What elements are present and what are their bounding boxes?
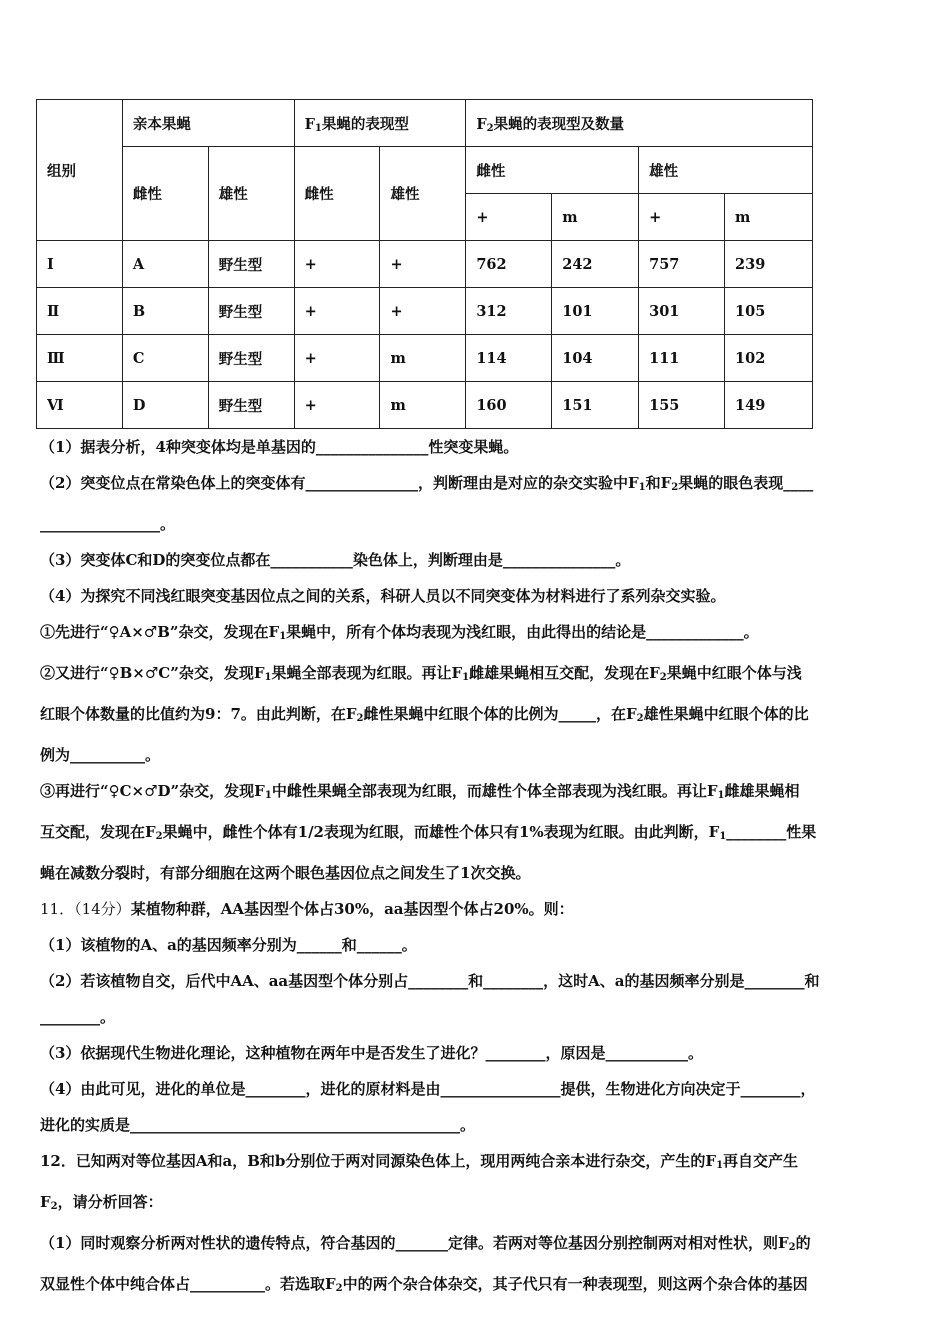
cell-f2-male-plus: 111 (639, 335, 725, 382)
cell-f2-male-m: 102 (725, 335, 813, 382)
q12-part1: （1）同时观察分析两对性状的遗传特点，符合基因的_______定律。若两对等位基因分别控制两对相对性状，则$F_2$的 (40, 1234, 811, 1253)
cell-f2-female-m: 242 (552, 241, 639, 288)
cell-group: Ⅲ (37, 335, 123, 382)
cell-f1-female: + (294, 382, 380, 429)
header-parent-male: 雄性 (208, 147, 294, 241)
table-row (37, 288, 813, 335)
q10-part4-3-cont: 互交配，发现在$F_2$果蝇中，雌性个体有1/2表现为红眼，而雄性个体只有1%表现为红眼。由此判断，$F_1\_\_\_\_\_\_\_\_$性果 (40, 823, 817, 842)
cell-f2-female-m: 101 (552, 288, 639, 335)
header-f2-female-m: m (552, 194, 639, 241)
q10-part2: （2）突变位点在常染色体上的突变体有_______________，判断理由是对应的杂交实验中$F_1$和$F_2$果蝇的眼色表现____ (40, 474, 814, 493)
cell-f2-male-m: 149 (725, 382, 813, 429)
header-f1-female: 雌性 (294, 147, 380, 241)
cell-group: Ⅵ (37, 382, 123, 429)
header-f1-male: 雄性 (380, 147, 466, 241)
q11-stem: 11．（14分）某植物种群，AA基因型个体占30%，aa基因型个体占20%。则： (40, 900, 574, 918)
q12-stem: 12．已知两对等位基因A和a，B和b分别位于两对同源染色体上，现用两纯合亲本进行杂交，产生的$F_1$再自交产生 (40, 1152, 799, 1171)
cell-male: 野生型 (208, 382, 294, 429)
q10-part4: （4）为探究不同浅红眼突变基因位点之间的关系，科研人员以不同突变体为材料进行了系列杂交实验。 (40, 587, 726, 605)
cell-f2-male-plus: 301 (639, 288, 725, 335)
q11-part4-cont: 进化的实质是____________________________________________。 (40, 1116, 476, 1134)
q11-part2: （2）若该植物自交，后代中AA、aa基因型个体分别占________和________，这时A、a的基因频率分别是________和 (40, 972, 820, 990)
q10-part2-cont: ________________。 (40, 515, 176, 533)
cell-f2-male-m: 105 (725, 288, 813, 335)
q12-stem-cont: $F_2$，请分析回答： (40, 1193, 163, 1212)
header-parent-female: 雌性 (122, 147, 208, 241)
q10-part4-2-cont: 红眼个体数量的比值约为9：7。由此判断，在$F_2$雌性果蝇中红眼个体的比例为_____，在$F_2$雄性果蝇中红眼个体的比 (40, 705, 809, 724)
table-row (37, 382, 813, 429)
header-group: 组别 (37, 100, 123, 241)
cell-f2-male-plus: 757 (639, 241, 725, 288)
cell-f1-male: m (380, 335, 466, 382)
cell-female: C (122, 335, 208, 382)
q10-part4-1: ①先进行“♀A×♂B”杂交，发现在$F_1$果蝇中，所有个体均表现为浅红眼，由此得出的结论是_____________。 (40, 623, 759, 642)
cell-f1-male: + (380, 288, 466, 335)
q11-part3: （3）依据现代生物进化理论，这种植物在两年中是否发生了进化？________，原因是___________。 (40, 1044, 703, 1062)
header-f2: $F_2$果蝇的表现型及数量 (466, 100, 813, 147)
header-f2-female: 雌性 (466, 147, 639, 194)
q10-part1: （1）据表分析，4种突变体均是单基因的_______________性突变果蝇。 (40, 438, 519, 456)
table-row (37, 335, 813, 382)
header-parent: 亲本果蝇 (122, 100, 294, 147)
q11-part2-cont: ________。 (40, 1008, 116, 1026)
header-f1: $F_1$果蝇的表现型 (294, 100, 466, 147)
cell-f1-female: + (294, 288, 380, 335)
q10-part4-2-end: 例为__________。 (40, 746, 161, 764)
q11-part4: （4）由此可见，进化的单位是________，进化的原材料是由________________提供，生物进化方向决定于________， (40, 1080, 816, 1098)
cell-f2-female-m: 104 (552, 335, 639, 382)
cell-male: 野生型 (208, 241, 294, 288)
cell-f2-female-plus: 312 (466, 288, 552, 335)
q12-part1-cont: 双显性个体中纯合体占__________。若选取$F_2$中的两个杂合体杂交，其子代只有一种表现型，则这两个杂合体的基因 (40, 1275, 808, 1294)
question-text (40, 429, 910, 1307)
q10-part4-3-end: 蝇在减数分裂时，有部分细胞在这两个眼色基因位点之间发生了1次交换。 (40, 864, 531, 882)
q10-part3: （3）突变体C和D的突变位点都在___________染色体上，判断理由是_______________。 (40, 551, 631, 569)
header-f2-male: 雄性 (639, 147, 813, 194)
cell-female: B (122, 288, 208, 335)
data-table (36, 99, 813, 429)
cell-f1-female: + (294, 241, 380, 288)
cell-f2-female-m: 151 (552, 382, 639, 429)
header-f2-female-plus: + (466, 194, 552, 241)
cell-f2-male-m: 239 (725, 241, 813, 288)
cell-f1-female: + (294, 335, 380, 382)
cell-female: D (122, 382, 208, 429)
table-row (37, 241, 813, 288)
cell-f1-male: m (380, 382, 466, 429)
q10-part4-3: ③再进行“♀C×♂D”杂交，发现$F_1$中雌性果蝇全部表现为红眼，而雄性个体全部表现为浅红眼。再让$F_1$雌雄果蝇相 (40, 782, 800, 801)
cell-group: Ⅱ (37, 288, 123, 335)
cell-f2-female-plus: 762 (466, 241, 552, 288)
cell-female: A (122, 241, 208, 288)
cell-male: 野生型 (208, 335, 294, 382)
cell-f1-male: + (380, 241, 466, 288)
header-f2-male-m: m (725, 194, 813, 241)
cell-male: 野生型 (208, 288, 294, 335)
header-f2-male-plus: + (639, 194, 725, 241)
q10-part4-2: ②又进行“♀B×♂C”杂交，发现$F_1$果蝇全部表现为红眼。再让$F_1$雌雄果蝇相互交配，发现在$F_2$果蝇中红眼个体与浅 (40, 664, 802, 683)
q11-part1: （1）该植物的A、a的基因频率分别为______和______。 (40, 936, 417, 954)
cell-f2-female-plus: 114 (466, 335, 552, 382)
cell-f2-female-plus: 160 (466, 382, 552, 429)
cell-f2-male-plus: 155 (639, 382, 725, 429)
cell-group: Ⅰ (37, 241, 123, 288)
